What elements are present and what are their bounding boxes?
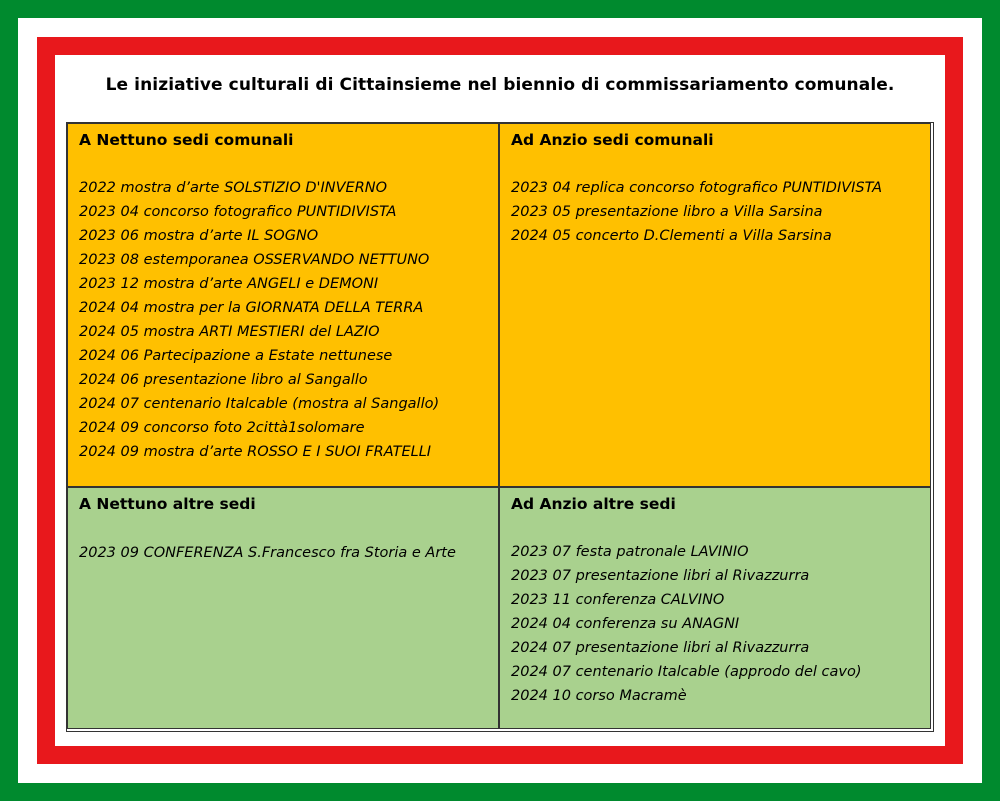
cell-anzio-altre (499, 487, 931, 729)
event-list (511, 540, 920, 708)
section-title: A Nettuno altre sedi (79, 495, 256, 513)
event-item: 2023 05 presentazione libro a Villa Sarsina (511, 204, 823, 220)
event-item: 2024 05 mostra ARTI MESTIERI del LAZIO (79, 324, 380, 340)
event-list (79, 176, 488, 464)
event-item: 2023 08 estemporanea OSSERVANDO NETTUNO (79, 252, 430, 268)
section-title: Ad Anzio altre sedi (511, 495, 676, 513)
section-title: A Nettuno sedi comunali (79, 131, 294, 149)
event-item: 2023 07 festa patronale LAVINIO (511, 544, 749, 560)
event-item: 2024 04 mostra per la GIORNATA DELLA TERRA (79, 300, 424, 316)
event-item: 2024 09 concorso foto 2città1solomare (79, 420, 365, 436)
cell-nettuno-altre (67, 487, 499, 729)
event-list (511, 176, 920, 248)
event-item: 2024 07 centenario Italcable (approdo del cavo) (511, 664, 862, 680)
event-item: 2024 06 presentazione libro al Sangallo (79, 372, 368, 388)
event-item: 2023 09 CONFERENZA S.Francesco fra Storia e Arte (79, 545, 456, 561)
event-item: 2024 05 concerto D.Clementi a Villa Sarsina (511, 228, 832, 244)
event-item: 2024 09 mostra d’arte ROSSO E I SUOI FRATELLI (79, 444, 432, 460)
section-title: Ad Anzio sedi comunali (511, 131, 714, 149)
event-item: 2023 06 mostra d’arte IL SOGNO (79, 228, 319, 244)
cell-nettuno-comunali (67, 123, 499, 487)
cell-anzio-comunali (499, 123, 931, 487)
event-item: 2024 10 corso Macramè (511, 688, 687, 704)
events-table (66, 122, 934, 732)
event-item: 2024 04 conferenza su ANAGNI (511, 616, 740, 632)
page-title: Le iniziative culturali di Cittainsieme nel biennio di commissariamento comunale. (105, 75, 895, 95)
event-item: 2022 mostra d’arte SOLSTIZIO D'INVERNO (79, 180, 388, 196)
event-item: 2024 07 presentazione libri al Rivazzurra (511, 640, 810, 656)
event-item: 2023 11 conferenza CALVINO (511, 592, 725, 608)
event-item: 2024 06 Partecipazione a Estate nettunese (79, 348, 393, 364)
poster-content (55, 55, 945, 746)
event-item: 2023 12 mostra d’arte ANGELI e DEMONI (79, 276, 379, 292)
event-item: 2023 07 presentazione libri al Rivazzurra (511, 568, 810, 584)
event-item: 2024 07 centenario Italcable (mostra al Sangallo) (79, 396, 440, 412)
event-item: 2023 04 replica concorso fotografico PUNTIDIVISTA (511, 180, 883, 196)
event-list (79, 541, 488, 565)
event-item: 2023 04 concorso fotografico PUNTIDIVISTA (79, 204, 397, 220)
